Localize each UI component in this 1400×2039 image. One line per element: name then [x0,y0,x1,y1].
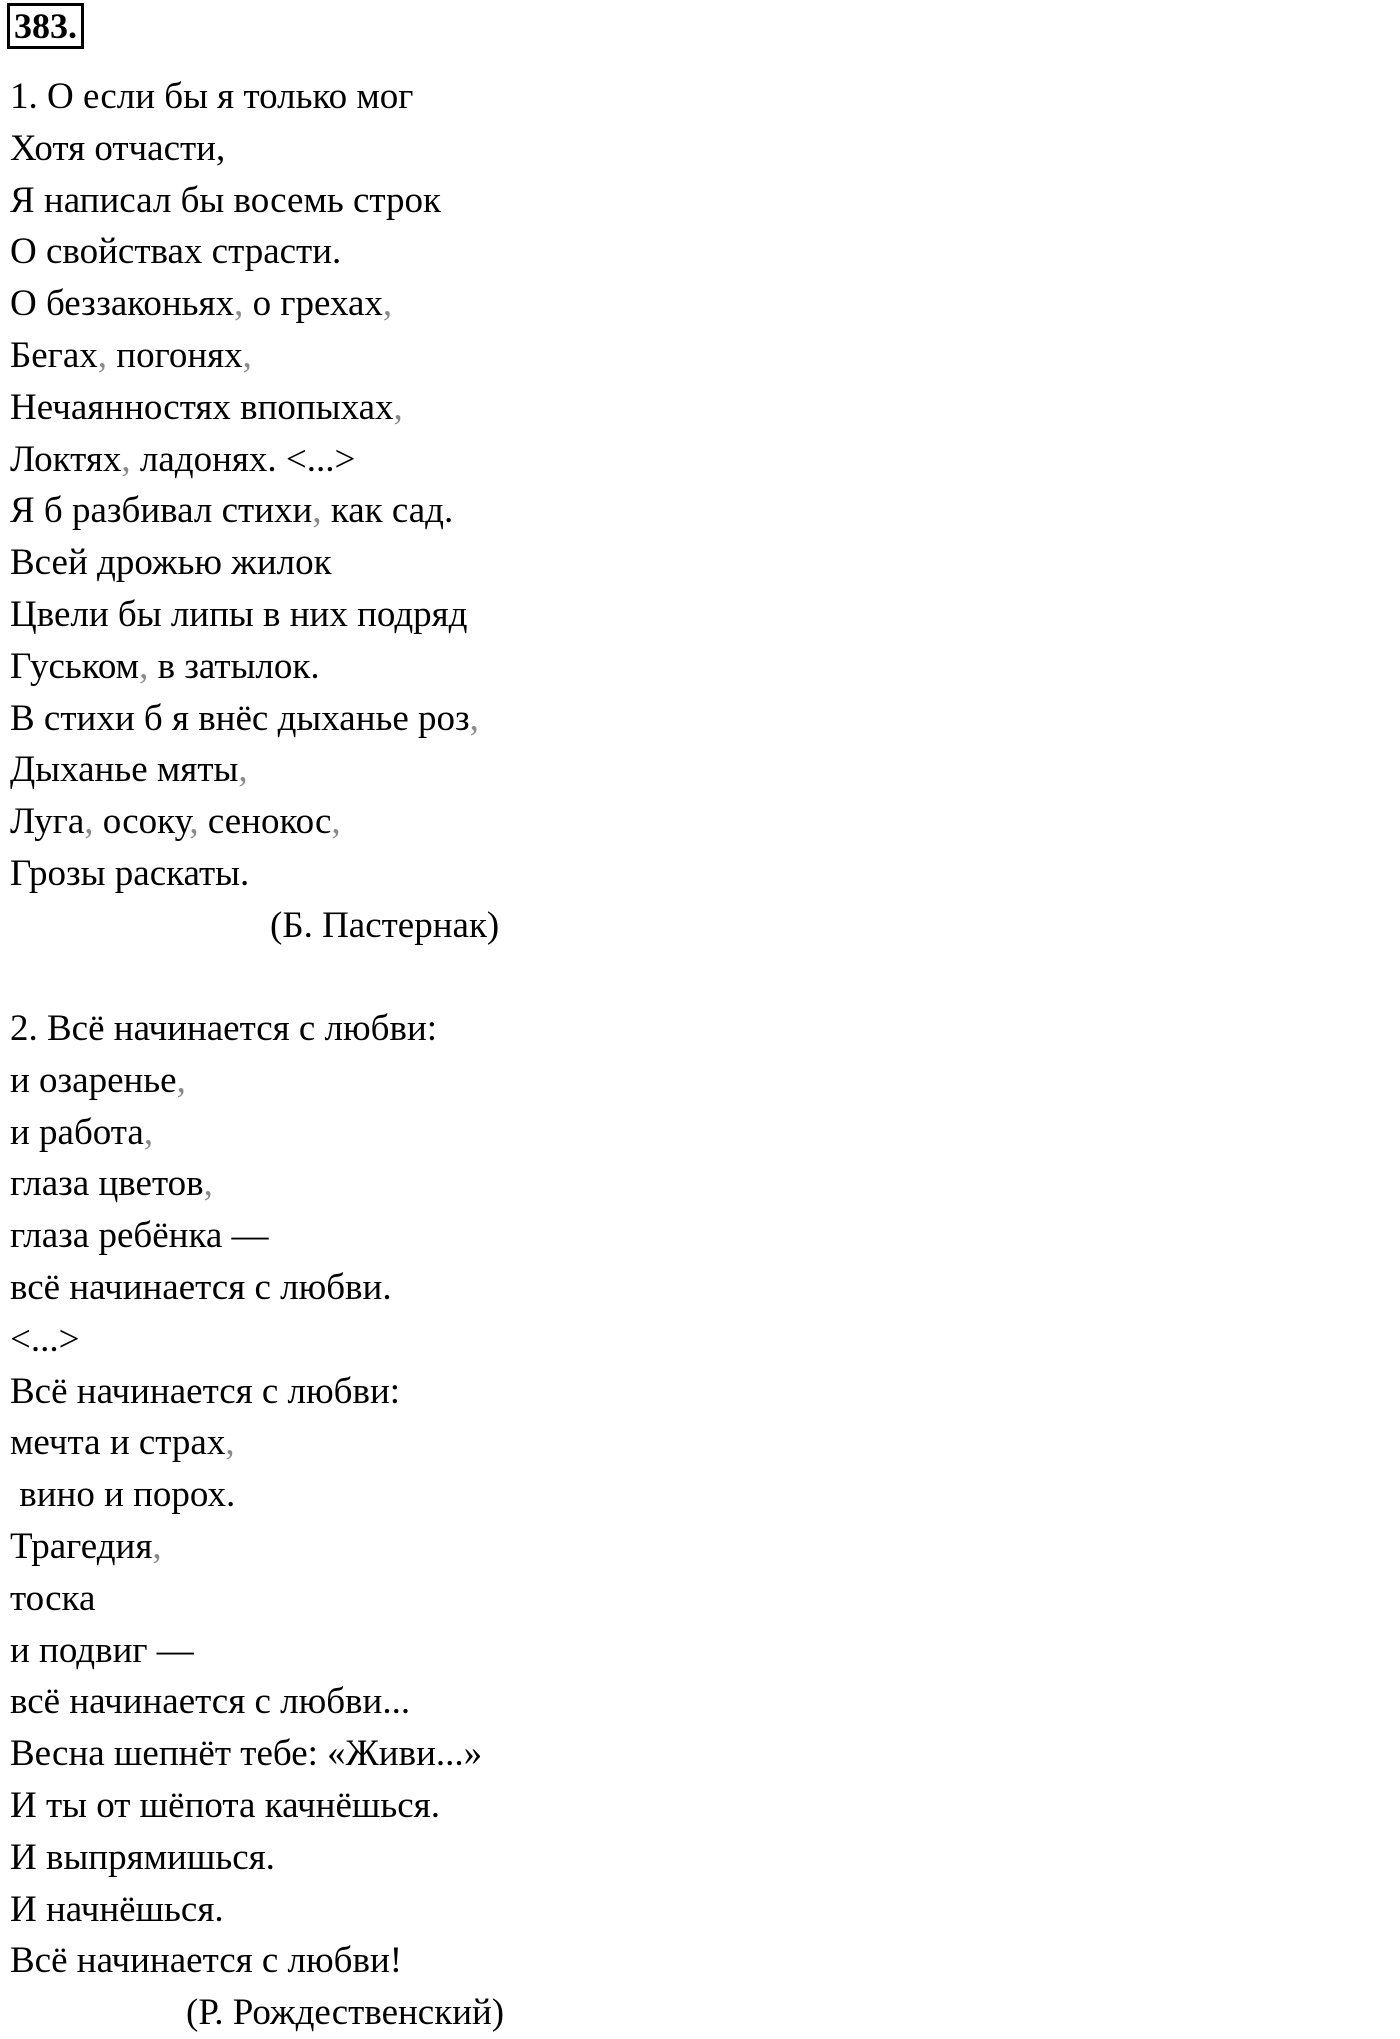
poem-text: 2. Всё начинается с любви: [10,1008,438,1049]
poem-line [10,693,499,745]
poem-text: ладонях. <...> [130,438,356,480]
poem-pasternak [10,71,499,952]
poem-text: Гуськом [10,645,140,687]
poem-line [10,1210,504,1262]
poem-text: Всё начинается с любви: [10,1370,401,1412]
poem-text: И ты от шёпота качнёшься. [10,1784,440,1826]
poem-text: осоку [93,801,190,843]
poem-text: тоска [10,1577,96,1619]
poem-line [10,1676,504,1728]
highlighted-comma: , [382,283,393,325]
poem-line [10,175,499,227]
poem-text: И начнёшься. [10,1888,224,1930]
poem-line [10,1521,504,1573]
poem-text: Всё начинается с любви! [10,1940,403,1982]
poem-text: Дыханье мяты [10,749,239,791]
poem-text: всё начинается с любви... [10,1681,411,1723]
poem-author: (Р. Рождественский) [186,1992,505,2034]
poem-text: Я б разбивал стихи [10,490,313,532]
poem-rozhdestvensky [10,1003,504,2039]
poem-line [10,330,499,382]
poem-text: как сад. [321,490,454,532]
poem-line [10,1314,504,1366]
poem-line [10,1055,504,1107]
poem-line [10,1003,504,1055]
poem-text: <...> [10,1318,80,1360]
poem-text: 1. О если бы я только мог [10,76,414,117]
poem-text: В стихи б я внёс дыханье роз [10,697,470,739]
poem-text: вино и порох. [10,1474,236,1516]
highlighted-comma: , [331,801,341,843]
poem-line [10,1625,504,1677]
poem-line [10,796,499,848]
poem-text: о грехах [243,283,383,325]
highlighted-comma: , [121,438,131,480]
poem-text: всё начинается с любви. [10,1266,392,1308]
poem-line [10,1417,504,1469]
poem-line [10,1935,504,1987]
poem-line [10,1573,504,1625]
poem-text: Луга [10,801,85,843]
poem-text: Бегах [10,334,98,376]
poem-line [10,278,499,330]
poem-text: И выпрямишься. [10,1836,275,1878]
poem-line [10,1107,504,1159]
poem-text: Хотя отчасти, [10,127,226,169]
highlighted-comma: , [143,1111,154,1153]
poem-line [10,1262,504,1314]
poem-text: сенокос [198,801,332,843]
poem-line [10,434,499,486]
poem-line [10,1366,504,1418]
highlighted-comma: , [393,386,403,428]
poem-line [10,1728,504,1780]
poem-text: Нечаянностях впопыхах [10,386,394,428]
highlighted-comma: , [234,283,244,325]
poem-line [10,589,499,641]
poem-text: О свойствах страсти. [10,231,342,273]
poem-text: Грозы раскаты. [10,852,250,894]
poem-line [10,1780,504,1832]
poem-text: Локтях [10,438,122,480]
poem-text: в затылок. [148,645,320,687]
poem-line [10,382,499,434]
poem-line [10,848,499,900]
highlighted-comma: , [242,334,252,376]
highlighted-comma: , [203,1163,213,1205]
poem-line [10,744,499,796]
highlighted-comma: , [312,490,322,532]
highlighted-comma: , [469,697,479,739]
poem-line [10,641,499,693]
highlighted-comma: , [152,1525,162,1567]
highlighted-comma: , [139,645,149,687]
poem-line [10,485,499,537]
poem-line [10,123,499,175]
highlighted-comma: , [84,801,94,843]
highlighted-comma: , [189,801,199,843]
poem-text: О беззаконьях [10,283,235,325]
poem-text: Цвели бы липы в них подряд [10,593,468,635]
poem-text: Трагедия [10,1525,153,1567]
highlighted-comma: , [238,749,248,791]
poem-line [10,226,499,278]
poem-line [10,537,499,589]
highlighted-comma: , [97,334,108,376]
poem-text: мечта и страх [10,1422,226,1464]
poem-text: и подвиг — [10,1629,194,1671]
poem-line [10,71,499,123]
exercise-number: 383. [7,3,84,49]
poem-line [10,1884,504,1936]
poem-line [10,1832,504,1884]
poem-text: глаза цветов [10,1163,204,1205]
poem-text: глаза ребёнка — [10,1215,269,1257]
poem-text: и озаренье [10,1059,177,1101]
poem-author: (Б. Пастернак) [270,904,500,946]
highlighted-comma: , [176,1059,186,1101]
poem-line [10,1158,504,1210]
poem-text: Я написал бы восемь строк [10,179,442,221]
poem-line [10,1469,504,1521]
highlighted-comma: , [225,1422,235,1464]
poem-text: и работа [10,1111,144,1153]
poem-text: Весна шепнёт тебе: «Живи...» [10,1733,483,1775]
poem-text: Всей дрожью жилок [10,542,332,584]
poem-text: погонях [107,334,243,376]
